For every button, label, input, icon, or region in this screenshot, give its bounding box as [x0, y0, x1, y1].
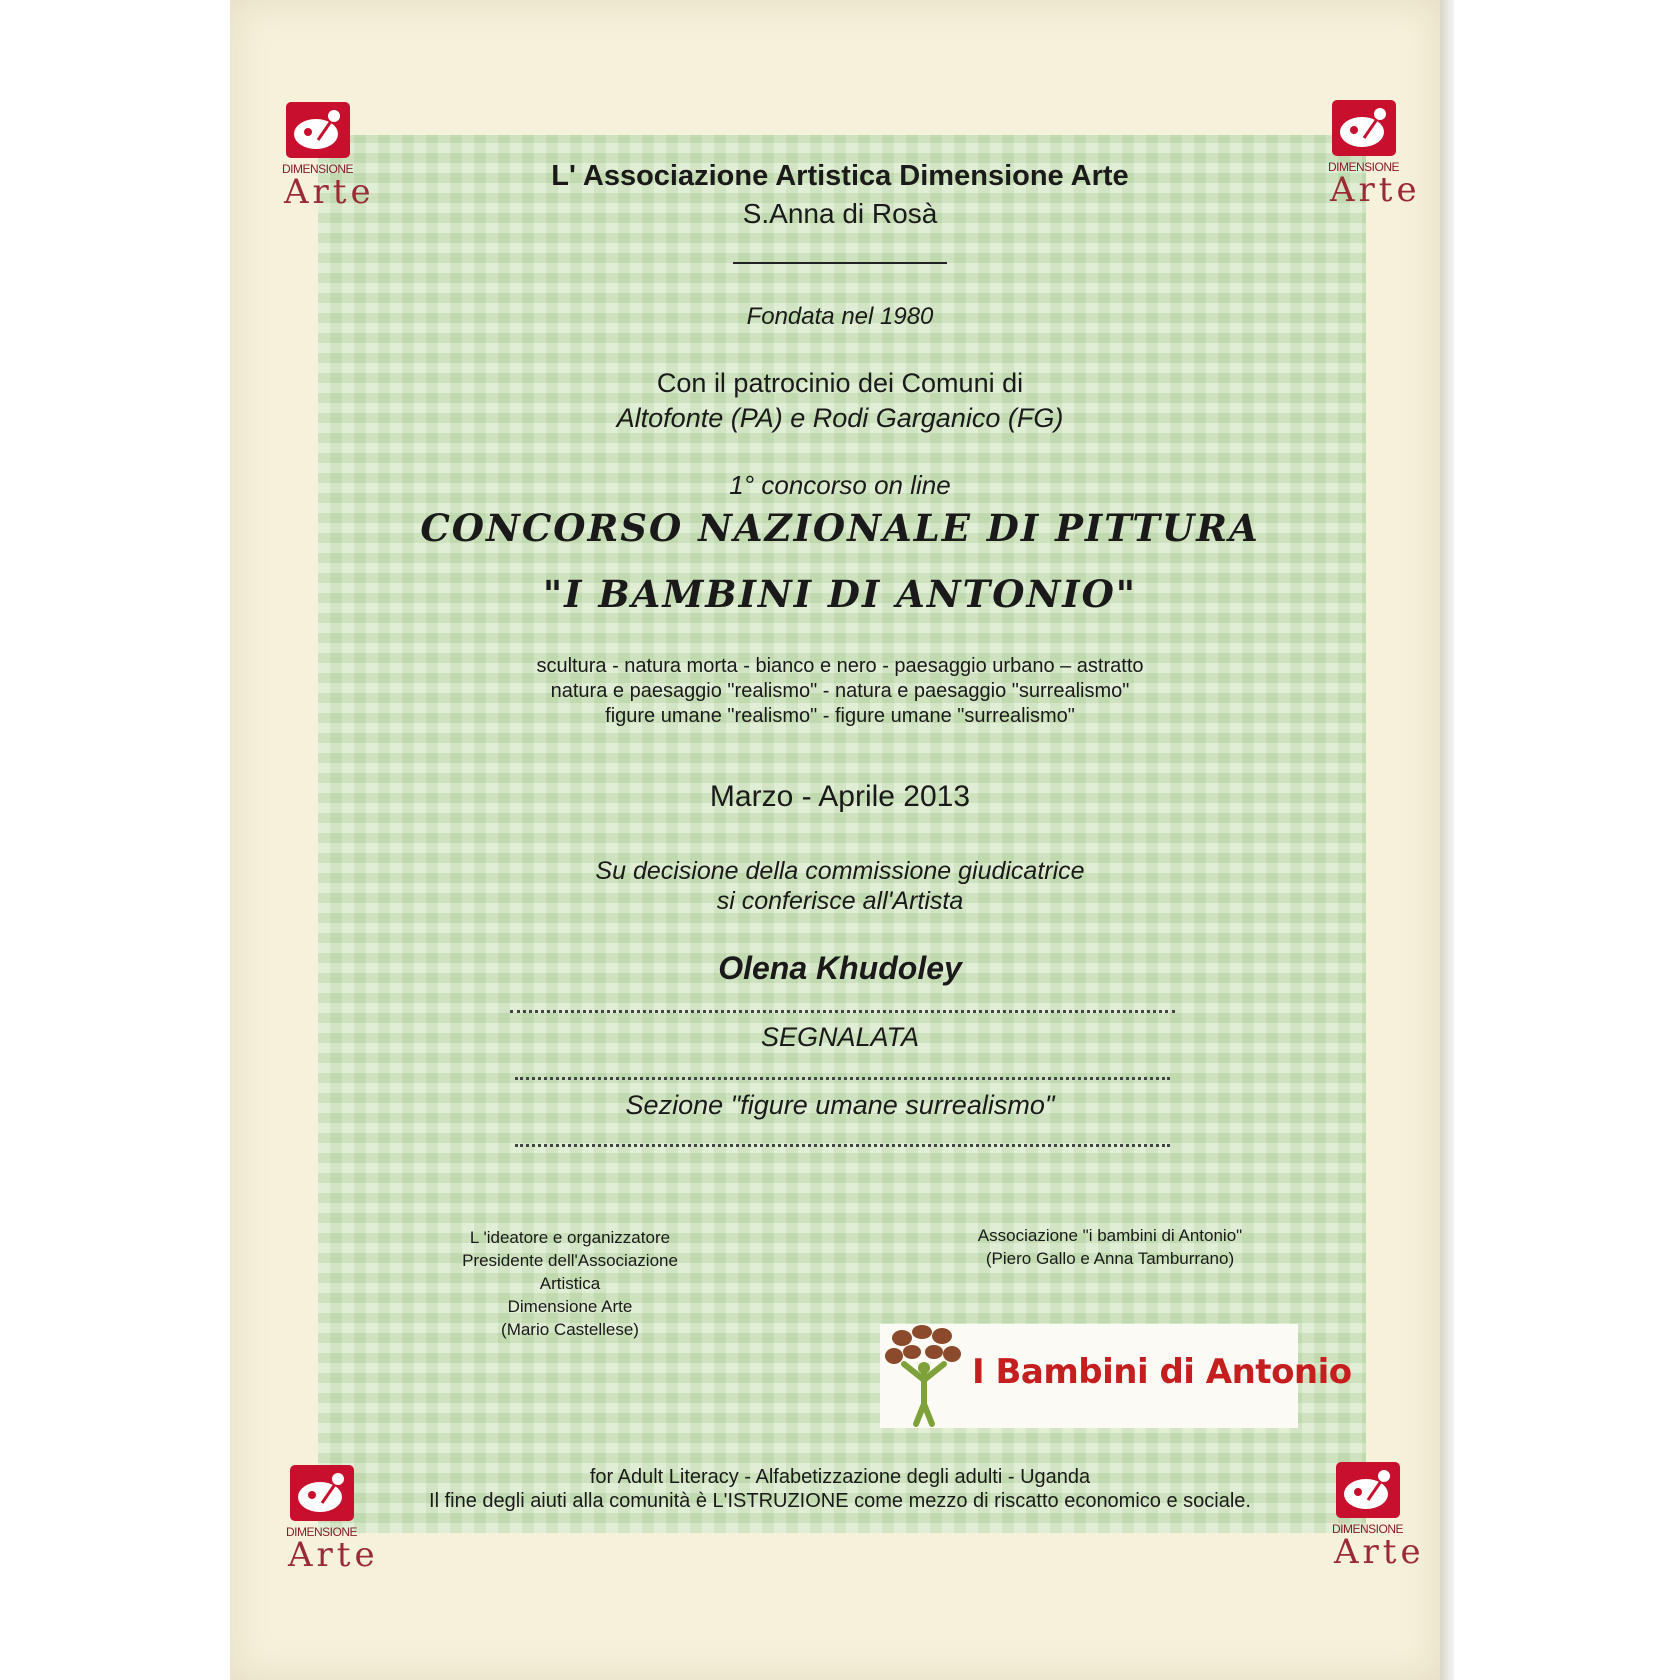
- contest-edition: 1° concorso on line: [729, 470, 951, 500]
- award-distinction: SEGNALATA: [760, 1022, 920, 1052]
- decision-line1: Su decisione della commissione giudicatrice: [595, 857, 1085, 885]
- decision-line2: si conferisce all'Artista: [716, 887, 964, 915]
- certificate-content: [340, 0, 1340, 1680]
- dotted-line-3: [515, 1144, 1170, 1147]
- patronage-line1: Con il patrocinio dei Comuni di: [656, 368, 1024, 398]
- footer-line2: Il fine degli aiuti alla comunità è L'ISTRUZIONE come mezzo di riscatto economico e sociale.: [429, 1490, 1251, 1512]
- category-line-3: figure umane "realismo" - figure umane "surrealismo": [605, 705, 1075, 727]
- palette-icon: [1332, 100, 1396, 156]
- dimensione-arte-logo-bottom-right: DIMENSIONE Arte: [1332, 1462, 1412, 1572]
- contest-period: Marzo - Aprile 2013: [709, 780, 971, 813]
- association-name: L' Associazione Artistica Dimensione Arte: [551, 160, 1129, 192]
- contest-subtitle: "I BAMBINI DI ANTONIO": [542, 572, 1138, 616]
- dimensione-arte-logo-top-right: DIMENSIONE Arte: [1328, 100, 1408, 210]
- category-line-1: scultura - natura morta - bianco e nero - paesaggio urbano – astratto: [536, 655, 1144, 677]
- dotted-line-1: [510, 1010, 1175, 1013]
- contest-title: CONCORSO NAZIONALE DI PITTURA: [420, 506, 1260, 550]
- patronage-line2: Altofonte (PA) e Rodi Garganico (FG): [616, 403, 1064, 433]
- bambini-di-antonio-logo: [880, 1324, 1352, 1428]
- signatory-left: L 'ideatore e organizzatore Presidente dell'Associazione Artistica Dimensione Arte (Mario Castellese): [462, 1228, 678, 1339]
- bambini-di-antonio-text: I Bambini di Antonio: [972, 1352, 1352, 1392]
- paper-edge: [1440, 0, 1454, 1680]
- dimensione-arte-logo-top-left: DIMENSIONE Arte: [282, 102, 362, 212]
- association-location: S.Anna di Rosà: [742, 198, 938, 229]
- founded-text: Fondata nel 1980: [746, 303, 934, 330]
- footer-line1: for Adult Literacy - Alfabetizzazione degli adulti - Uganda: [589, 1466, 1091, 1488]
- header-divider: [733, 262, 947, 264]
- award-section: Sezione "figure umane surrealismo": [625, 1090, 1055, 1120]
- signatory-right: Associazione "i bambini di Antonio" (Piero Gallo e Anna Tamburrano): [977, 1226, 1243, 1268]
- dimensione-arte-logo-bottom-left: DIMENSIONE Arte: [286, 1465, 366, 1575]
- category-line-2: natura e paesaggio "realismo" - natura e paesaggio "surrealismo": [550, 680, 1130, 702]
- dotted-line-2: [515, 1077, 1170, 1080]
- tree-figure-icon: [882, 1324, 970, 1428]
- artist-name: Olena Khudoley: [718, 950, 962, 986]
